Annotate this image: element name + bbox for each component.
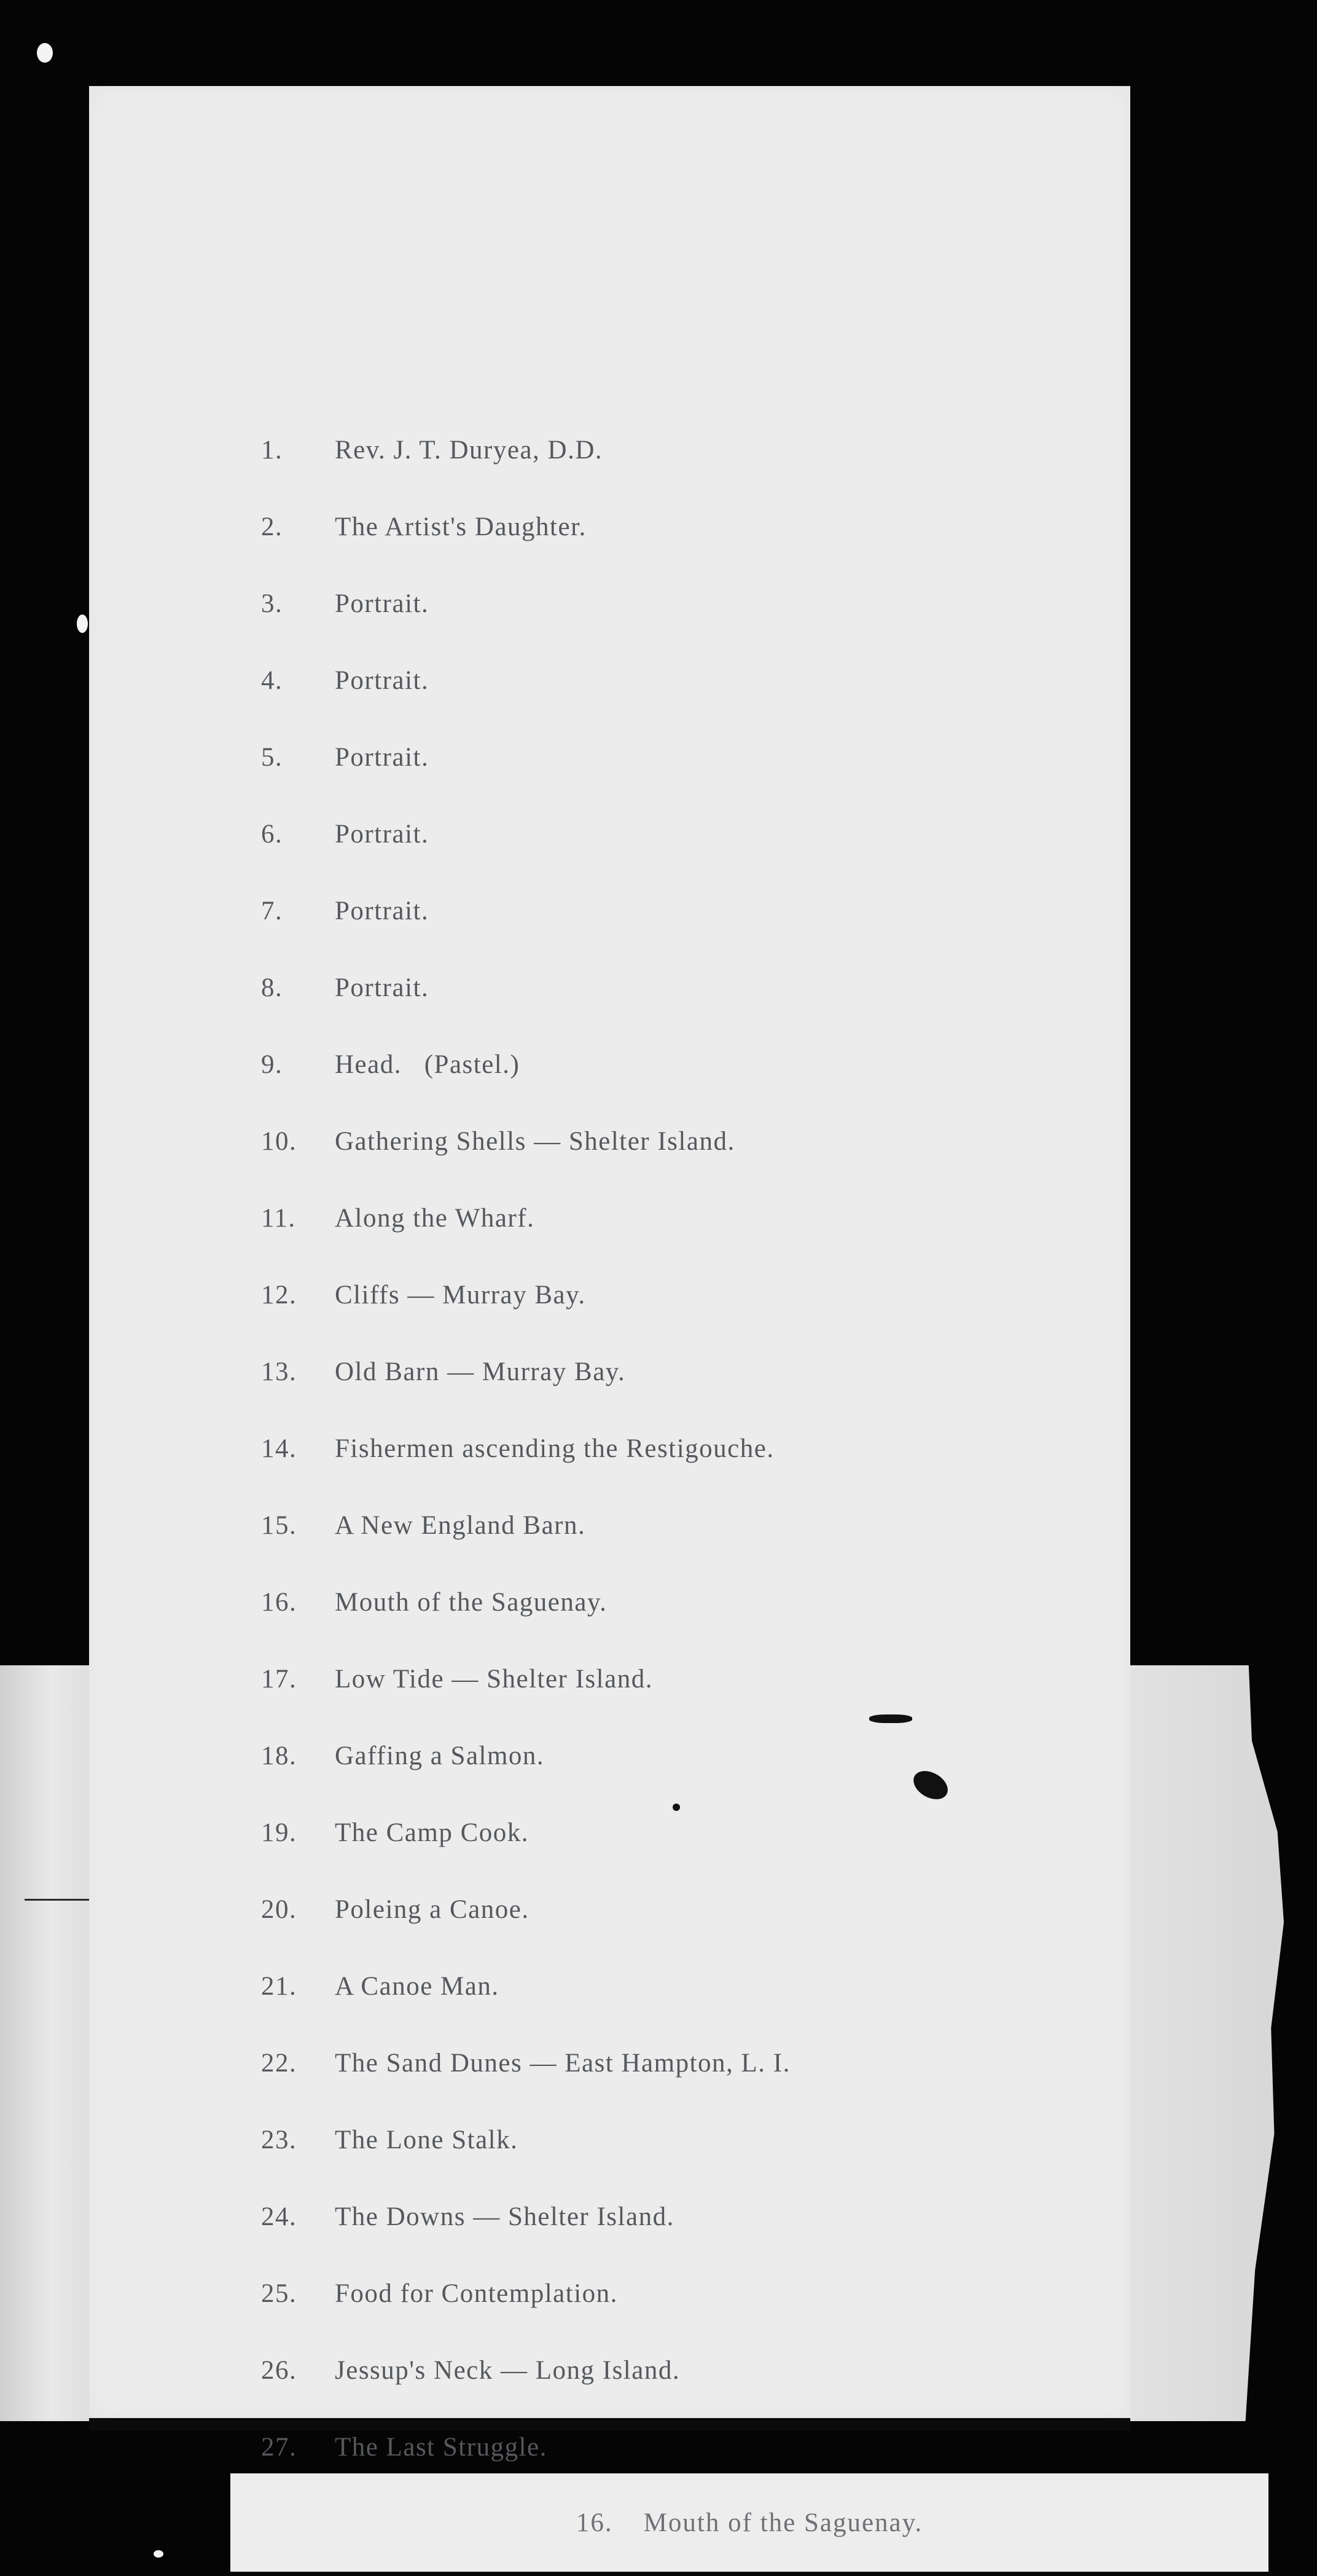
entry-list: [89, 412, 1130, 2486]
dust-speck: [37, 43, 53, 63]
bottom-caption-strip: [230, 2473, 1268, 2572]
entry-title: Rev. J. T. Duryea, D.D.: [335, 436, 603, 465]
entry-title: The Last Struggle.: [335, 2433, 547, 2462]
list-item: [89, 1333, 1130, 1410]
entry-number: 15.: [261, 1511, 297, 1540]
list-item: [89, 1180, 1130, 1257]
entry-number: 7.: [261, 897, 283, 925]
list-item: [89, 2255, 1130, 2332]
entry-title: Portrait.: [335, 666, 429, 695]
list-item: [89, 642, 1130, 719]
entry-title: The Artist's Daughter.: [335, 512, 587, 541]
entry-number: 25.: [261, 2279, 297, 2308]
list-item: [89, 1718, 1130, 1794]
entry-number: 5.: [261, 743, 283, 772]
entry-title: Fishermen ascending the Restigouche.: [335, 1434, 775, 1463]
caption-number: 16.: [576, 2508, 613, 2537]
list-item: [89, 1871, 1130, 1948]
entry-number: 23.: [261, 2126, 297, 2154]
entry-title: Jessup's Neck — Long Island.: [335, 2356, 681, 2385]
list-item: [89, 1410, 1130, 1487]
list-item: [89, 1026, 1130, 1103]
entry-title: Mouth of the Saguenay.: [335, 1588, 608, 1617]
list-item: [89, 2178, 1130, 2255]
entry-number: 21.: [261, 1972, 297, 2001]
entry-title: Low Tide — Shelter Island.: [335, 1665, 653, 1694]
caption-title: Mouth of the Saguenay.: [643, 2508, 923, 2537]
ink-speck: [869, 1714, 912, 1723]
entry-number: 1.: [261, 436, 283, 465]
list-item: [89, 412, 1130, 489]
entry-number: 24.: [261, 2202, 297, 2231]
entry-title: The Lone Stalk.: [335, 2126, 518, 2154]
entry-title: A New England Barn.: [335, 1511, 586, 1540]
entry-title: Old Barn — Murray Bay.: [335, 1357, 626, 1386]
entry-title: Portrait.: [335, 973, 429, 1002]
list-item: [89, 2025, 1130, 2102]
entry-number: 4.: [261, 666, 283, 695]
list-item: [89, 1564, 1130, 1641]
entry-title: The Camp Cook.: [335, 1818, 529, 1847]
entry-number: 14.: [261, 1434, 297, 1463]
entry-title: The Sand Dunes — East Hampton, L. I.: [335, 2049, 791, 2078]
entry-number: 17.: [261, 1665, 297, 1694]
list-item: [89, 796, 1130, 873]
list-item: [89, 1257, 1130, 1333]
entry-number: 16.: [261, 1588, 297, 1617]
list-item: [89, 2102, 1130, 2178]
dust-speck: [77, 615, 88, 633]
catalogue-card: [89, 86, 1130, 2462]
list-item: [89, 949, 1130, 1026]
entry-number: 6.: [261, 820, 283, 849]
entry-number: 19.: [261, 1818, 297, 1847]
entry-title: Portrait.: [335, 589, 429, 618]
entry-title: Portrait.: [335, 897, 429, 925]
sheet-edge-mark: [25, 1899, 98, 1901]
entry-title: Food for Contemplation.: [335, 2279, 618, 2308]
entry-title: Gaffing a Salmon.: [335, 1742, 545, 1770]
entry-title: The Downs — Shelter Island.: [335, 2202, 674, 2231]
entry-title: Portrait.: [335, 820, 429, 849]
list-item: [89, 1103, 1130, 1180]
entry-title: Along the Wharf.: [335, 1204, 535, 1233]
entry-number: 26.: [261, 2356, 297, 2385]
list-item: [89, 489, 1130, 565]
entry-number: 3.: [261, 589, 283, 618]
entry-number: 12.: [261, 1281, 297, 1310]
entry-number: 11.: [261, 1204, 296, 1233]
list-item: [89, 1948, 1130, 2025]
entry-number: 22.: [261, 2049, 297, 2078]
entry-number: 2.: [261, 512, 283, 541]
entry-title: Head. (Pastel.): [335, 1050, 520, 1079]
entry-number: 20.: [261, 1895, 297, 1924]
entry-title: A Canoe Man.: [335, 1972, 499, 2001]
list-item: [89, 719, 1130, 796]
underlying-sheet-right: [1124, 1665, 1284, 2421]
entry-title: Cliffs — Murray Bay.: [335, 1281, 586, 1310]
entry-number: 27.: [261, 2433, 297, 2462]
card-bottom-edge: [89, 2418, 1130, 2430]
entry-number: 8.: [261, 973, 283, 1002]
list-item: [89, 565, 1130, 642]
entry-title: Gathering Shells — Shelter Island.: [335, 1127, 735, 1156]
dust-speck: [154, 2550, 163, 2558]
list-item: [89, 1487, 1130, 1564]
list-item: [89, 1794, 1130, 1871]
list-item: [89, 1641, 1130, 1718]
entry-number: 18.: [261, 1742, 297, 1770]
list-item: [89, 2332, 1130, 2409]
ink-speck: [673, 1804, 680, 1811]
entry-number: 9.: [261, 1050, 283, 1079]
entry-number: 10.: [261, 1127, 297, 1156]
entry-title: Poleing a Canoe.: [335, 1895, 530, 1924]
entry-number: 13.: [261, 1357, 297, 1386]
entry-title: Portrait.: [335, 743, 429, 772]
list-item: [89, 873, 1130, 949]
